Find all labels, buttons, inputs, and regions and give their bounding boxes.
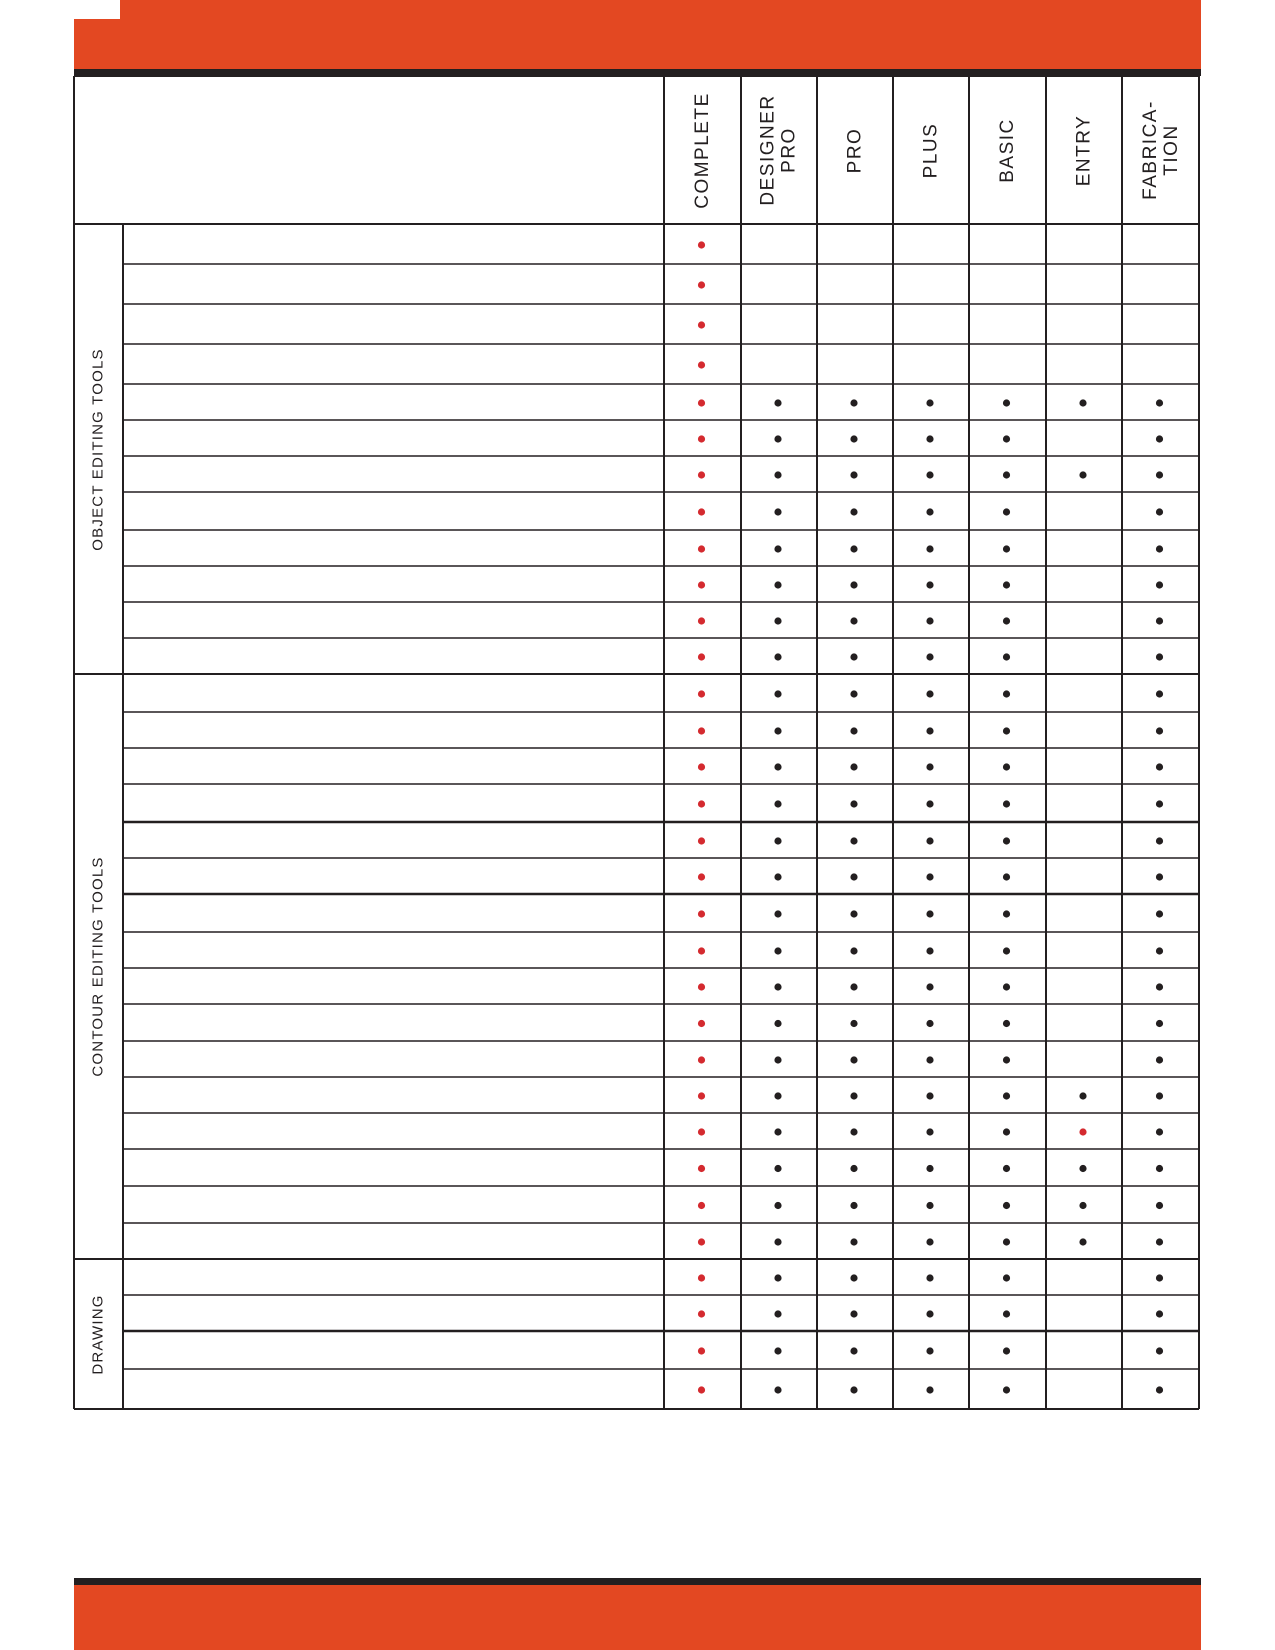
feature-dot: [1003, 1165, 1010, 1172]
feature-dot: [1079, 1202, 1086, 1209]
feature-dot: [1156, 617, 1163, 624]
feature-dot: [1003, 1020, 1010, 1027]
feature-dot: [926, 471, 933, 478]
feature-dot-highlight: [698, 399, 705, 406]
feature-dot: [1156, 1092, 1163, 1099]
column-header-label: PLUS: [920, 122, 942, 178]
feature-dot: [774, 581, 781, 588]
feature-dot: [774, 1056, 781, 1063]
feature-dot: [850, 1274, 857, 1281]
feature-dot: [1003, 947, 1010, 954]
feature-dot: [1156, 910, 1163, 917]
feature-dot: [1003, 800, 1010, 807]
column-header-label: FABRICA- TION: [1139, 100, 1182, 200]
feature-dot: [1156, 508, 1163, 515]
group-cell: [74, 224, 123, 674]
feature-dot: [850, 471, 857, 478]
feature-dot: [1156, 1128, 1163, 1135]
feature-dot: [1156, 800, 1163, 807]
feature-dot: [1003, 653, 1010, 660]
feature-dot-highlight: [698, 1386, 705, 1393]
feature-dot-highlight: [698, 241, 705, 248]
feature-dot: [774, 1386, 781, 1393]
feature-dot: [1003, 763, 1010, 770]
feature-dot-highlight: [698, 1347, 705, 1354]
feature-dot: [774, 1092, 781, 1099]
feature-dot: [850, 617, 857, 624]
feature-dot: [926, 617, 933, 624]
feature-dot-highlight: [698, 763, 705, 770]
group-cell: [74, 674, 123, 1259]
feature-dot-highlight: [698, 1165, 705, 1172]
feature-dot: [1156, 873, 1163, 880]
feature-dot: [1079, 399, 1086, 406]
feature-dot: [1156, 1238, 1163, 1245]
feature-dot: [850, 727, 857, 734]
feature-dot-highlight: [698, 281, 705, 288]
feature-dot: [926, 690, 933, 697]
feature-dot: [850, 1165, 857, 1172]
feature-dot: [774, 837, 781, 844]
feature-dot: [1003, 471, 1010, 478]
feature-dot: [774, 545, 781, 552]
column-header-label: COMPLETE: [692, 91, 713, 209]
footer-rule: [74, 1578, 1201, 1585]
feature-dot: [774, 727, 781, 734]
feature-dot: [850, 690, 857, 697]
group-label: CONTOUR EDITING TOOLS: [90, 856, 108, 1077]
feature-dot: [926, 1128, 933, 1135]
feature-dot: [1156, 1165, 1163, 1172]
feature-dot: [926, 1238, 933, 1245]
feature-dot: [1003, 545, 1010, 552]
column-header: [1046, 76, 1122, 224]
feature-dot: [1156, 1274, 1163, 1281]
feature-dot: [850, 1238, 857, 1245]
feature-dot: [926, 1165, 933, 1172]
feature-dot: [774, 1238, 781, 1245]
feature-dot: [1003, 581, 1010, 588]
feature-dot: [774, 1202, 781, 1209]
feature-dot: [1079, 1238, 1086, 1245]
feature-dot: [926, 1056, 933, 1063]
feature-dot: [1079, 1092, 1086, 1099]
column-header: [741, 76, 817, 224]
feature-dot: [1003, 1202, 1010, 1209]
feature-dot: [1156, 435, 1163, 442]
feature-dot: [1003, 1386, 1010, 1393]
feature-dot: [926, 910, 933, 917]
feature-dot: [926, 1020, 933, 1027]
feature-dot: [1156, 947, 1163, 954]
feature-dot: [774, 690, 781, 697]
feature-dot: [774, 471, 781, 478]
column-header-label: DESIGNER PRO: [758, 94, 800, 206]
group-cell: [74, 1259, 123, 1409]
feature-dot-highlight: [698, 1238, 705, 1245]
feature-dot: [1003, 690, 1010, 697]
feature-dot-highlight: [698, 471, 705, 478]
feature-dot: [926, 653, 933, 660]
feature-dot: [774, 508, 781, 515]
feature-dot-highlight: [698, 545, 705, 552]
feature-dot: [1156, 1386, 1163, 1393]
feature-dot: [850, 983, 857, 990]
feature-dot: [850, 508, 857, 515]
column-header: [969, 76, 1046, 224]
feature-dot: [1003, 837, 1010, 844]
feature-dot: [1003, 1056, 1010, 1063]
feature-dot: [850, 1128, 857, 1135]
feature-dot-highlight: [698, 947, 705, 954]
feature-dot: [1156, 837, 1163, 844]
feature-dot: [926, 947, 933, 954]
feature-dot-highlight: [698, 435, 705, 442]
column-header: [893, 76, 969, 224]
feature-dot: [1079, 471, 1086, 478]
group-label: OBJECT EDITING TOOLS: [90, 347, 107, 551]
feature-dot: [1003, 910, 1010, 917]
feature-dot: [926, 873, 933, 880]
feature-dot: [850, 653, 857, 660]
column-header-label: BASIC: [997, 117, 1018, 183]
group-label: DRAWING: [90, 1293, 107, 1375]
feature-dot-highlight: [698, 873, 705, 880]
feature-dot: [1003, 1238, 1010, 1245]
feature-dot: [1003, 727, 1010, 734]
feature-dot: [1003, 1310, 1010, 1317]
feature-dot-highlight: [698, 1128, 705, 1135]
feature-dot: [926, 399, 933, 406]
feature-dot: [1003, 1128, 1010, 1135]
feature-dot: [850, 873, 857, 880]
feature-dot: [1156, 653, 1163, 660]
column-header-label: PRO: [844, 127, 866, 173]
feature-dot: [926, 1386, 933, 1393]
feature-dot-highlight: [698, 1056, 705, 1063]
feature-dot-highlight: [698, 1310, 705, 1317]
feature-dot: [1156, 1202, 1163, 1209]
feature-dot: [850, 947, 857, 954]
feature-dot: [774, 1310, 781, 1317]
feature-dot-highlight: [698, 1274, 705, 1281]
column-header: [664, 76, 741, 224]
feature-dot: [926, 1274, 933, 1281]
feature-dot: [1156, 581, 1163, 588]
feature-dot: [1156, 690, 1163, 697]
feature-dot: [774, 1165, 781, 1172]
feature-dot: [1156, 545, 1163, 552]
feature-dot: [850, 1202, 857, 1209]
feature-dot: [1079, 1165, 1086, 1172]
feature-dot: [926, 763, 933, 770]
feature-dot: [1003, 435, 1010, 442]
feature-dot: [850, 1092, 857, 1099]
feature-dot: [774, 653, 781, 660]
feature-dot: [1003, 983, 1010, 990]
feature-dot: [1003, 1274, 1010, 1281]
feature-dot: [850, 399, 857, 406]
feature-dot: [1156, 1310, 1163, 1317]
feature-dot: [850, 1056, 857, 1063]
column-header: [1122, 76, 1199, 224]
feature-dot: [926, 545, 933, 552]
feature-dot: [1003, 508, 1010, 515]
feature-dot-highlight: [698, 1202, 705, 1209]
feature-dot: [926, 508, 933, 515]
feature-dot: [774, 1347, 781, 1354]
feature-dot: [1156, 1056, 1163, 1063]
column-header: [817, 76, 893, 224]
feature-dot: [1156, 983, 1163, 990]
feature-dot-highlight: [698, 581, 705, 588]
feature-dot: [774, 983, 781, 990]
feature-dot: [774, 763, 781, 770]
feature-dot: [1156, 399, 1163, 406]
feature-dot: [850, 581, 857, 588]
feature-dot: [926, 581, 933, 588]
feature-dot-highlight: [698, 361, 705, 368]
column-header-label: ENTRY: [1073, 114, 1095, 186]
feature-dot: [1003, 399, 1010, 406]
feature-dot-highlight: [1079, 1128, 1086, 1135]
feature-dot-highlight: [698, 983, 705, 990]
feature-dot-highlight: [698, 800, 705, 807]
feature-dot: [774, 1020, 781, 1027]
feature-dot: [926, 800, 933, 807]
feature-dot: [850, 435, 857, 442]
feature-dot-highlight: [698, 653, 705, 660]
feature-dot: [850, 545, 857, 552]
feature-dot-highlight: [698, 321, 705, 328]
feature-dot: [774, 873, 781, 880]
feature-dot-highlight: [698, 727, 705, 734]
feature-dot: [1156, 727, 1163, 734]
feature-dot-highlight: [698, 690, 705, 697]
feature-dot: [1003, 873, 1010, 880]
footer-band: [74, 1585, 1201, 1650]
feature-dot: [774, 947, 781, 954]
feature-dot-highlight: [698, 1020, 705, 1027]
feature-dot-highlight: [698, 910, 705, 917]
feature-dot: [1003, 1092, 1010, 1099]
feature-dot: [850, 910, 857, 917]
feature-dot: [850, 1347, 857, 1354]
feature-dot: [774, 435, 781, 442]
feature-dot: [926, 1092, 933, 1099]
feature-dot: [1156, 471, 1163, 478]
feature-dot: [850, 1310, 857, 1317]
feature-dot-highlight: [698, 837, 705, 844]
feature-dot: [774, 800, 781, 807]
feature-dot: [926, 1347, 933, 1354]
feature-dot: [926, 1202, 933, 1209]
feature-dot: [774, 617, 781, 624]
feature-dot: [850, 1386, 857, 1393]
feature-dot: [774, 910, 781, 917]
feature-dot: [926, 837, 933, 844]
feature-dot: [774, 399, 781, 406]
feature-dot: [926, 435, 933, 442]
feature-dot: [926, 1310, 933, 1317]
feature-dot: [926, 983, 933, 990]
feature-dot: [1003, 617, 1010, 624]
feature-dot: [1003, 1347, 1010, 1354]
feature-dot: [850, 800, 857, 807]
feature-dot-highlight: [698, 617, 705, 624]
feature-dot-highlight: [698, 1092, 705, 1099]
feature-dot: [850, 763, 857, 770]
feature-dot: [1156, 1020, 1163, 1027]
feature-dot: [774, 1274, 781, 1281]
feature-dot: [926, 727, 933, 734]
feature-dot: [1156, 763, 1163, 770]
feature-dot: [1156, 1347, 1163, 1354]
feature-dot: [774, 1128, 781, 1135]
feature-dot: [850, 1020, 857, 1027]
feature-dot-highlight: [698, 508, 705, 515]
feature-dot: [850, 837, 857, 844]
